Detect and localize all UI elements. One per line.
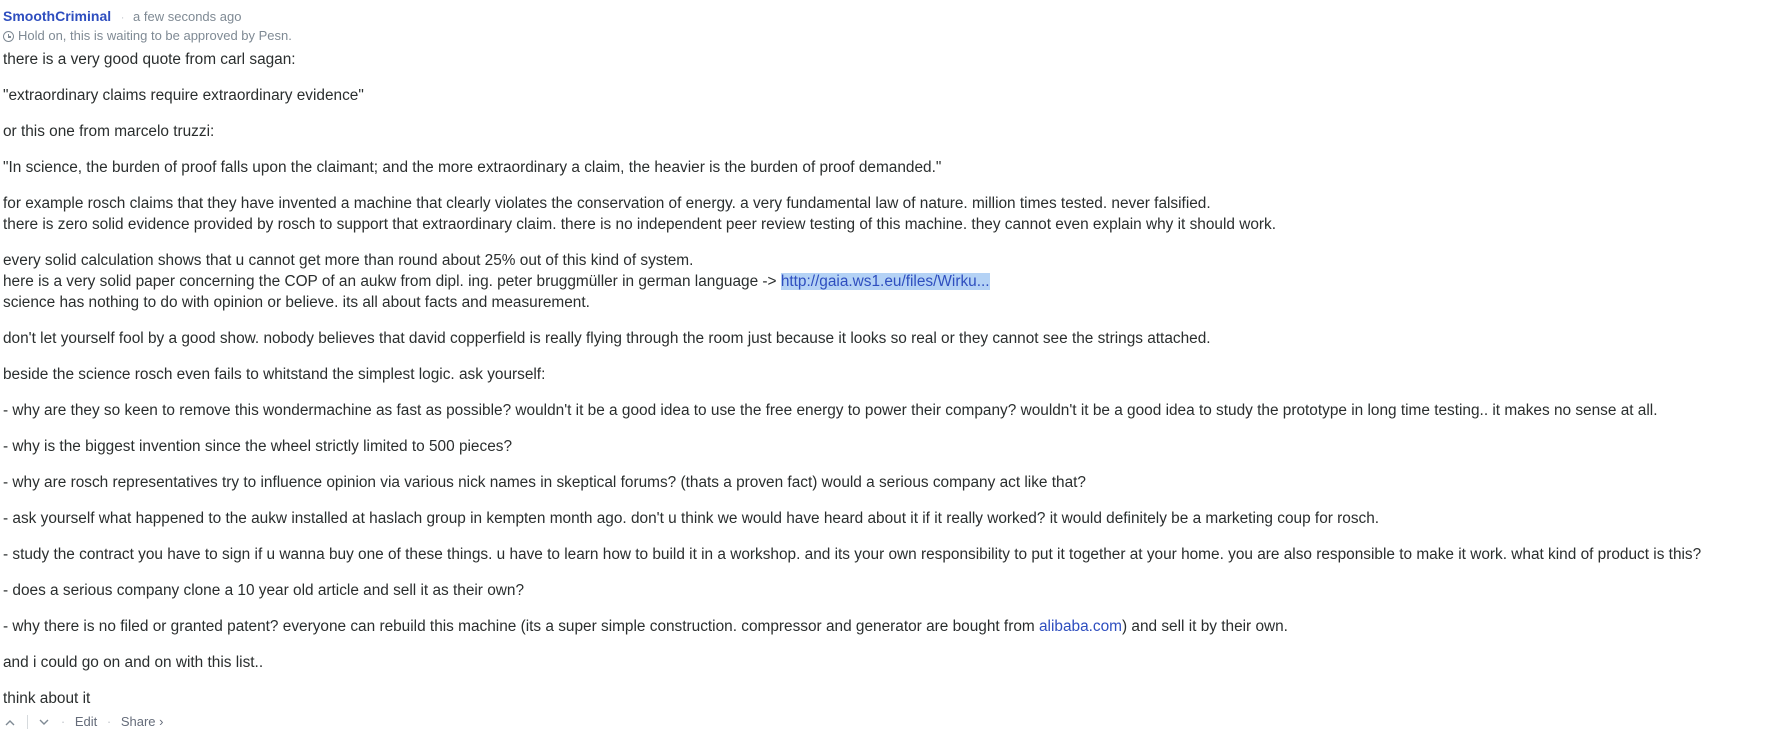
text-line: "In science, the burden of proof falls upon the claimant; and the more extraordinary a claim, the heavier is the burden of proof demanded.": [3, 159, 942, 176]
text-line: science has nothing to do with opinion or believe. its all about facts and measurement.: [3, 294, 590, 311]
text-line: beside the science rosch even fails to whitstand the simplest logic. ask yourself:: [3, 366, 546, 383]
comment-footer: [3, 711, 1783, 733]
paragraph: [3, 580, 1783, 601]
paragraph: [3, 193, 1783, 235]
chevron-up-icon[interactable]: [3, 713, 17, 735]
text-line: every solid calculation shows that u cannot get more than round about 25% out of this kind of system.: [3, 252, 694, 269]
text-line: - why there is no filed or granted patent? everyone can rebuild this machine (its a super simple construction. compressor and generator are bought from: [3, 618, 1039, 635]
paragraph: [3, 688, 1783, 709]
text-line: - why is the biggest invention since the wheel strictly limited to 500 pieces?: [3, 438, 513, 455]
paragraph: [3, 85, 1783, 106]
footer-dot: ·: [60, 714, 66, 729]
paragraph: [3, 616, 1783, 637]
share-button[interactable]: Share ›: [120, 714, 164, 729]
paragraph: [3, 250, 1783, 313]
text-line: "extraordinary claims require extraordinary evidence": [3, 87, 364, 104]
timestamp[interactable]: a few seconds ago: [133, 9, 242, 24]
paragraph: [3, 544, 1783, 565]
text-line: or this one from marcelo truzzi:: [3, 123, 215, 140]
text-line: - study the contract you have to sign if u wanna buy one of these things. u have to learn how to build it in a workshop. and its your own responsibility to put it together at your home. you are also responsible to make it work. what kind of product is this?: [3, 546, 1702, 563]
paragraph: [3, 508, 1783, 529]
paragraph: [3, 121, 1783, 142]
author-link[interactable]: SmoothCriminal: [3, 8, 112, 24]
text-line: for example rosch claims that they have invented a machine that clearly violates the conservation of energy. a very fundamental law of nature. million times tested. never falsified.: [3, 195, 1211, 212]
alibaba-link[interactable]: alibaba.com: [1039, 618, 1122, 635]
pending-notice: [3, 29, 1783, 49]
text-line: - why are they so keen to remove this wondermachine as fast as possible? wouldn't it be a good idea to use the free energy to power their company? wouldn't it be a good idea to study the prototype in long time testing.. it makes no sense at all.: [3, 402, 1658, 419]
header-separator: ·: [120, 12, 125, 24]
text-line: and i could go on and on with this list..: [3, 654, 264, 671]
paper-link[interactable]: http://gaia.ws1.eu/files/Wirku...: [780, 273, 990, 290]
text-line: - does a serious company clone a 10 year old article and sell it as their own?: [3, 582, 524, 599]
comment: [3, 0, 1783, 733]
chevron-down-icon[interactable]: [37, 713, 51, 735]
paragraph: [3, 400, 1783, 421]
text-line: there is a very good quote from carl sagan:: [3, 51, 296, 68]
text-line: don't let yourself fool by a good show. nobody believes that david copperfield is really flying through the room just because it looks so real or they cannot see the strings attached.: [3, 330, 1211, 347]
text-line: ) and sell it by their own.: [1122, 618, 1288, 635]
paragraph: [3, 472, 1783, 493]
footer-dot: ·: [106, 714, 112, 729]
paragraph: [3, 49, 1783, 70]
vote-divider: [27, 715, 28, 729]
text-line: there is zero solid evidence provided by rosch to support that extraordinary claim. there is no independent peer review testing of this machine. they cannot even explain why it should work.: [3, 216, 1276, 233]
text-line: - ask yourself what happened to the aukw installed at haslach group in kempten month ago. don't u think we would have heard about it if it really worked? it would definitely be a marketing coup for rosch.: [3, 510, 1380, 527]
paragraph: [3, 436, 1783, 457]
paragraph: [3, 157, 1783, 178]
paragraph: [3, 652, 1783, 673]
edit-button[interactable]: Edit: [74, 714, 98, 729]
paragraph: [3, 328, 1783, 349]
clock-icon: [3, 31, 14, 42]
text-line: think about it: [3, 690, 91, 707]
text-line: here is a very solid paper concerning the COP of an aukw from dipl. ing. peter bruggmüller in german language ->: [3, 273, 781, 290]
text-line: - why are rosch representatives try to influence opinion via various nick names in skeptical forums? (thats a proven fact) would a serious company act like that?: [3, 474, 1086, 491]
comment-body: [3, 49, 1783, 709]
paragraph: [3, 364, 1783, 385]
pending-notice-text: Hold on, this is waiting to be approved by Pesn.: [18, 28, 292, 43]
